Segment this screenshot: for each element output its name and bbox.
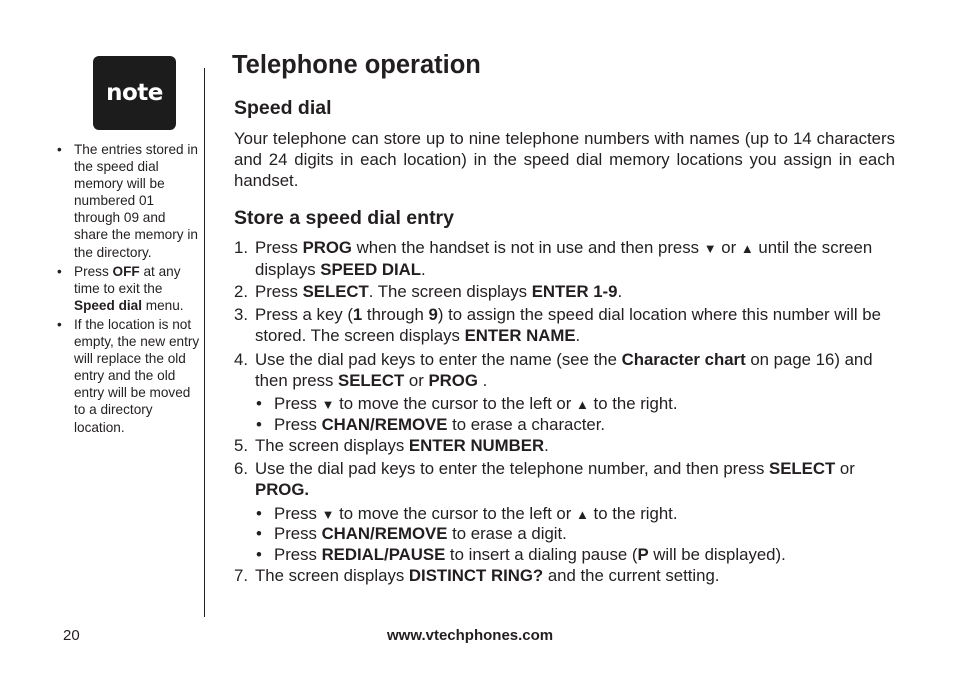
step-text: . [477,371,488,390]
step-key: DISTINCT RING? [408,566,544,585]
up-arrow-icon: ▲ [740,241,754,256]
step-key: SPEED DIAL [320,260,422,279]
bullet-text: to move the cursor to the left or [334,504,577,523]
bullet-text: to move the cursor to the left or [334,394,577,413]
down-arrow-icon: ▼ [703,241,717,256]
step-text: on page 16) and then press [255,350,873,390]
step-6-bullet-1 [256,503,678,525]
sidebar-note-key: Speed dial [74,297,142,313]
bullet: • [256,504,262,523]
step-3 [234,304,895,346]
page-number: 20 [63,627,80,644]
step-4-bullet-1 [256,393,678,415]
bullet-text: Press [274,415,322,434]
step-key: PROG [302,238,352,257]
step-number: 1. [234,238,248,257]
step-key: Character chart [621,350,746,369]
sidebar-note [57,263,202,314]
step-6-bullet-3 [256,544,786,565]
sidebar-note-text: menu. [142,297,184,313]
bullet-text: to erase a character. [447,415,606,434]
sidebar-notes [57,141,202,436]
step-text: through [362,305,429,324]
bullet: • [256,524,262,543]
step-text: . [544,436,549,455]
step-key: ENTER NUMBER [408,436,545,455]
sidebar-note-text: Press [74,263,113,279]
bullet-text: Press [274,504,322,523]
section-heading-speed-dial: Speed dial [234,97,332,119]
bullet-text: to the right. [588,504,678,523]
step-text: until the screen displays [255,238,873,279]
speed-dial-intro: Your telephone can store up to nine telephone numbers with names (up to 14 characters and 24 digits in each location) in the speed dial memory locations you assign in each handset. [234,129,895,190]
bullet-text: Press [274,545,322,564]
bullet: • [256,545,262,564]
bullet-text: to insert a dialing pause ( [445,545,638,564]
step-6-bullet-2 [256,523,567,544]
step-2 [234,281,895,302]
up-arrow-icon: ▲ [576,397,589,412]
bullet-key: CHAN/REMOVE [321,524,448,543]
sidebar-note [57,141,202,261]
step-key: ENTER NAME [464,326,576,345]
step-key: ENTER 1-9 [531,282,618,301]
bullet-key: P [637,545,649,564]
bullet-text: to erase a digit. [447,524,567,543]
step-text: The screen displays [255,436,409,455]
step-text: or [835,459,855,478]
sidebar-note-text: at any time to exit the [74,263,181,296]
bullet: • [256,415,262,434]
step-1 [234,237,895,280]
step-7 [234,565,895,586]
step-text: Use the dial pad keys to enter the name (see the [255,350,622,369]
step-4 [234,349,895,391]
step-text: . The screen displays [368,282,532,301]
step-4-bullet-2 [256,414,605,435]
down-arrow-icon: ▼ [321,397,335,412]
step-number: 7. [234,566,248,585]
step-text: The screen displays [255,566,409,585]
step-number: 4. [234,350,248,369]
down-arrow-icon: ▼ [321,507,335,522]
note-label: note [106,80,163,106]
step-key: SELECT [302,282,369,301]
bullet-key: CHAN/REMOVE [321,415,448,434]
section-heading-store: Store a speed dial entry [234,207,454,229]
up-arrow-icon: ▲ [576,507,589,522]
step-text: or [404,371,429,390]
step-number: 2. [234,282,248,301]
step-5 [234,435,895,456]
bullet-text: will be displayed). [648,545,786,564]
bullet-text: to the right. [588,394,678,413]
step-text: Press [255,238,303,257]
page-title: Telephone operation [232,51,481,79]
step-key: SELECT [338,371,405,390]
bullet-key: REDIAL/PAUSE [321,545,446,564]
step-text: or [716,238,741,257]
step-text: Press a key ( [255,305,353,324]
note-badge [93,56,176,130]
sidebar-note-text: The entries stored in the speed dial memory will be numbered 01 through 09 and share the memory in the directory. [74,142,198,260]
step-text: . [617,282,623,301]
step-number: 5. [234,436,248,455]
sidebar-note-key: OFF [112,263,140,279]
step-text: when the handset is not in use and then press [351,238,704,257]
step-text: . [421,260,426,279]
step-number: 3. [234,305,248,324]
step-key: PROG. [255,480,310,499]
bullet-text: Press [274,524,322,543]
sidebar-note [57,316,202,436]
sidebar-note-text: If the location is not empty, the new entry will replace the old entry and the old entry will be moved to a directory location. [74,316,200,435]
step-text: and the current setting. [543,566,720,585]
step-text: Use the dial pad keys to enter the telephone number, and then press [255,459,770,478]
step-number: 6. [234,459,248,478]
bullet-text: Press [274,394,322,413]
step-key: 9 [428,305,438,324]
step-text: Press [255,282,303,301]
step-text: ) to assign the speed dial location where this number will be stored. The screen displays [255,305,881,345]
step-key: 1 [352,305,363,324]
bullet: • [256,394,262,413]
step-key: PROG [428,371,478,390]
step-6 [234,458,895,500]
step-text: . [575,326,581,345]
column-divider [204,68,205,617]
footer-url: www.vtechphones.com [387,627,554,644]
step-key: SELECT [769,459,836,478]
